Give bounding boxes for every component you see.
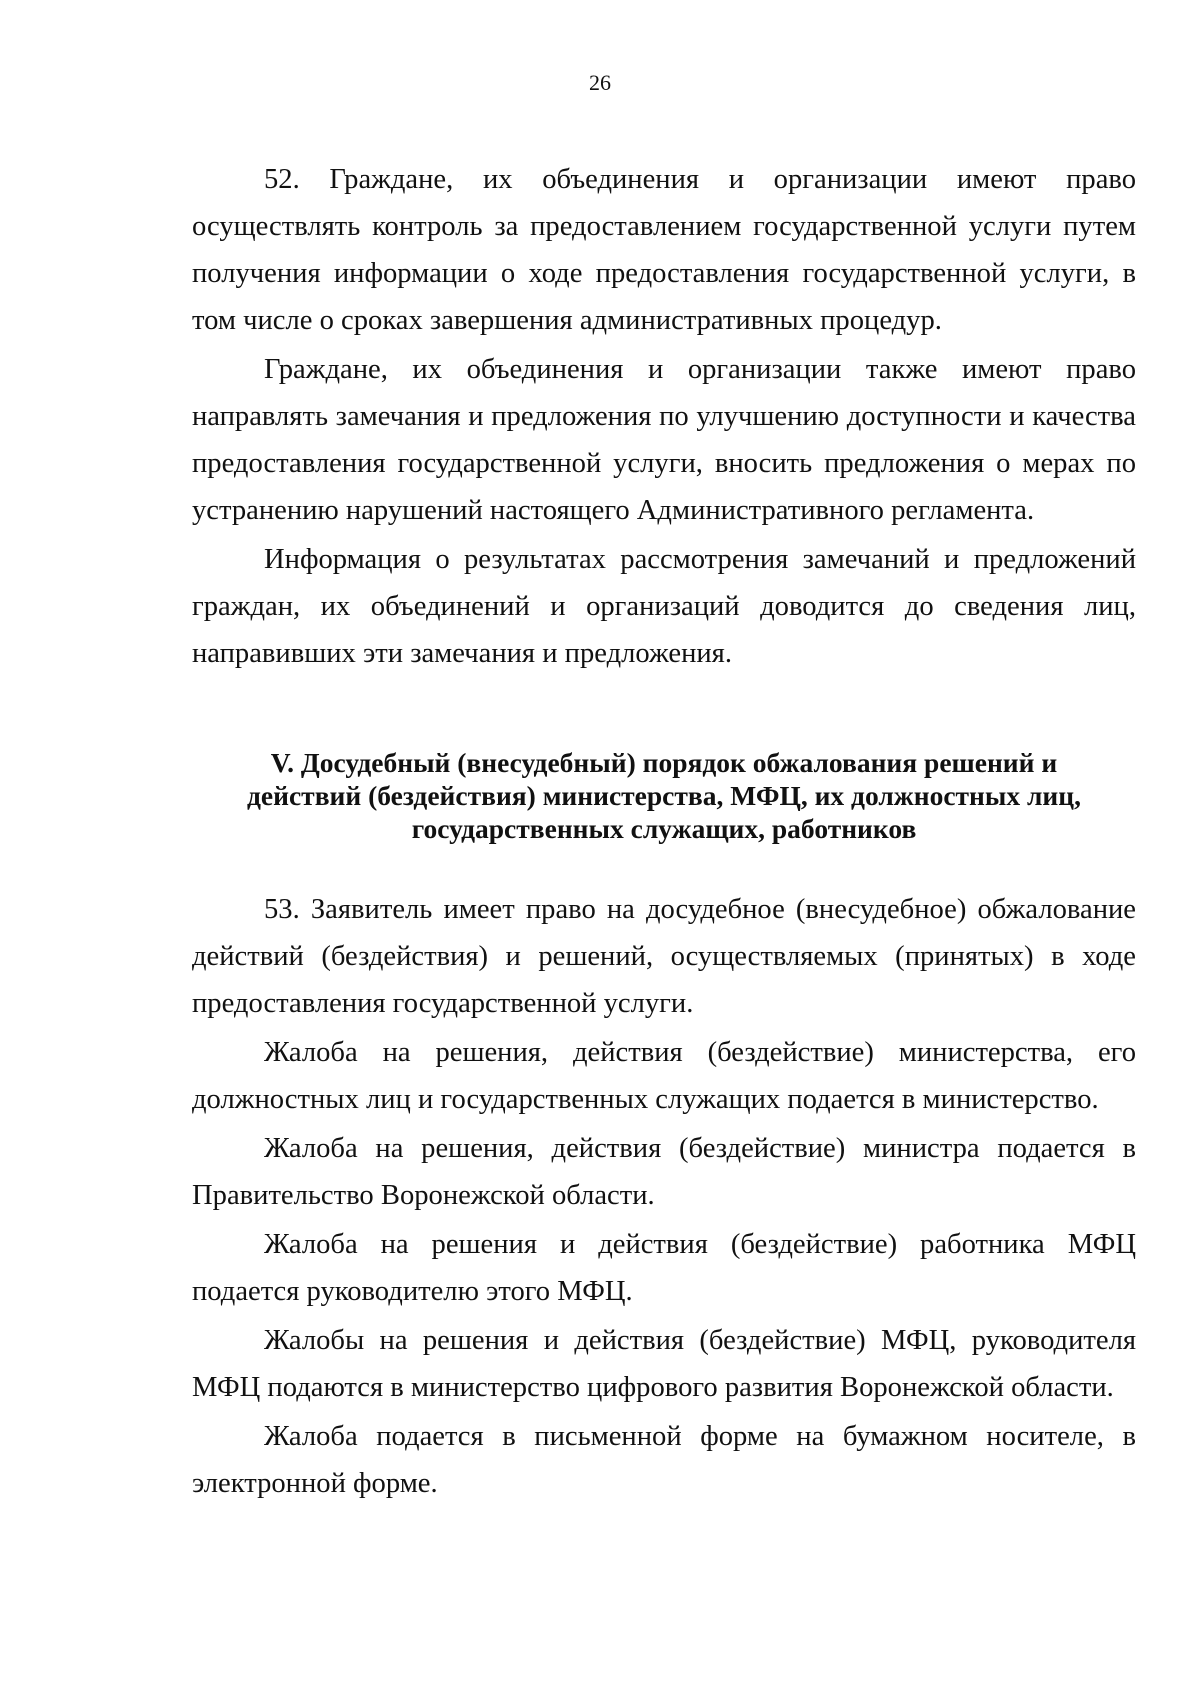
page-number: 26 [589,70,611,95]
paragraph-remarks-results: Информация о результатах рассмотрения замечаний и предложений граждан, их объединений и организаций доводится до сведения лиц, направивших эти замечания и предложения. [192,544,1136,669]
paragraph-53: 53. Заявитель имеет право на досудебное (внесудебное) обжалование действий (бездействия) и решений, осуществляемых (принятых) в ходе предоставления государственной услуги. [192,894,1136,1019]
section-heading-line-2: действий (бездействия) министерства, МФЦ, их должностных лиц, [247,780,1081,811]
paragraph-52: 52. Граждане, их объединения и организации имеют право осуществлять контроль за предоставлением государственной услуги путем получения информации о ходе предоставления государственной услуги, в том числе о сроках завершения административных процедур. [192,164,1136,336]
paragraph-complaint-mfc: Жалобы на решения и действия (бездействие) МФЦ, руководителя МФЦ подаются в министерство цифрового развития Воронежской области. [192,1325,1136,1403]
paragraph-complaint-ministry: Жалоба на решения, действия (бездействие) министерства, его должностных лиц и государственных служащих подается в министерство. [192,1037,1136,1115]
paragraph-remarks-right: Граждане, их объединения и организации также имеют право направлять замечания и предложения по улучшению доступности и качества предоставления государственной услуги, вносить предложения о мерах по устранению нарушений настоящего Административного регламента. [192,354,1136,526]
section-heading [192,746,1136,845]
paragraph-group-rights [192,156,1136,677]
paragraph-complaint-form: Жалоба подается в письменной форме на бумажном носителе, в электронной форме. [192,1421,1136,1499]
paragraph-complaint-minister: Жалоба на решения, действия (бездействие) министра подается в Правительство Воронежской области. [192,1133,1136,1211]
section-heading-line-3: государственных служащих, работников [411,813,917,844]
section-heading-line-1: V. Досудебный (внесудебный) порядок обжалования решений и [270,747,1058,778]
paragraph-group-appeals [192,886,1136,1507]
paragraph-complaint-mfc-employee: Жалоба на решения и действия (бездействие) работника МФЦ подается руководителю этого МФЦ. [192,1229,1136,1307]
